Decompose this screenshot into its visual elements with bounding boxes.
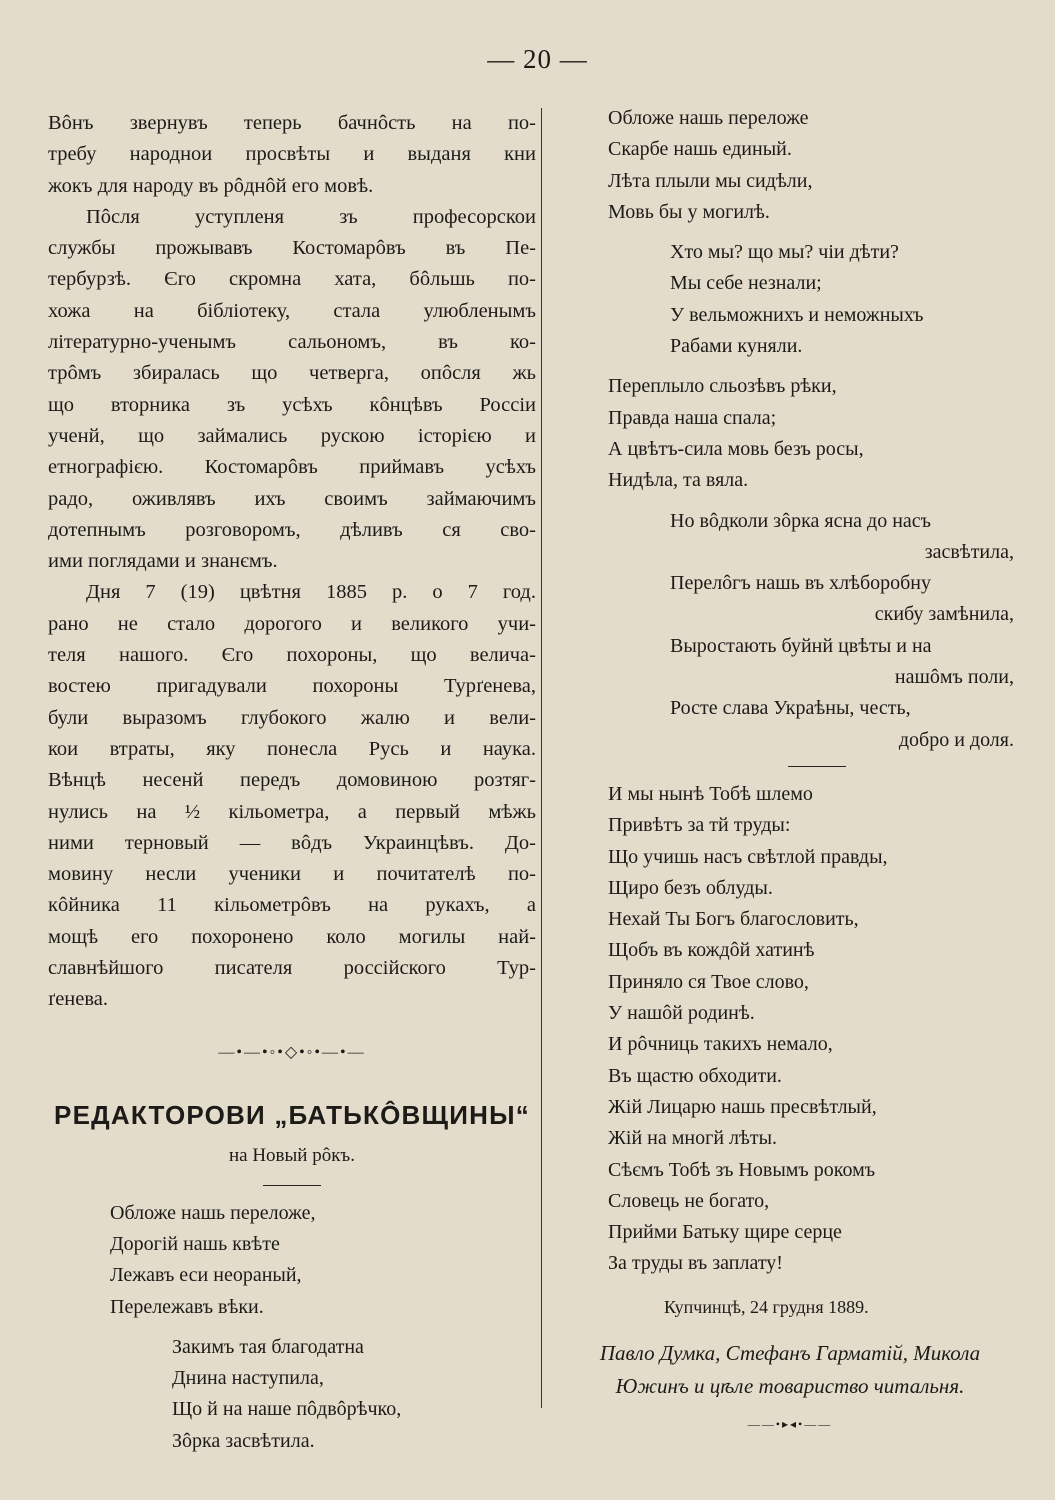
- verse-line: Зôрка засвѣтила.: [172, 1429, 315, 1452]
- verse-line: Щобъ въ кождôй хатинѣ: [608, 939, 815, 962]
- stanza-3: [608, 103, 1040, 228]
- text-line: Вѣнцѣ несенй передъ домовиною розтяг-: [48, 769, 536, 792]
- verse-line: Выростають буйнй цвѣты и на: [670, 634, 932, 657]
- verse-line-continuation: скибу замѣнила,: [874, 603, 1014, 626]
- verse-line: Росте слава Украѣны, честь,: [670, 697, 911, 720]
- short-rule: [263, 1185, 321, 1186]
- paragraph-1: [48, 108, 536, 202]
- end-ornament: ——•▸◂•——: [747, 1416, 833, 1431]
- text-line: тербурзѣ. Єго скромна хата, бôльшь по-: [48, 268, 536, 291]
- text-line: рано не стало дорогого и великого учи-: [48, 612, 536, 635]
- stanza-1: [110, 1198, 536, 1323]
- stanza-5: [608, 371, 1040, 496]
- verse-line: Сѣємъ Тобѣ зъ Новымъ рокомъ: [608, 1158, 876, 1181]
- text-line: ученй, що займались рускою історією и: [48, 424, 536, 447]
- stanza-2: [110, 1332, 536, 1457]
- page-number: — 20 —: [487, 44, 588, 74]
- verse-line: Рабами куняли.: [670, 335, 803, 358]
- stanza-7: [608, 779, 1040, 1280]
- verse-line: Закимъ тая благодатна: [172, 1335, 364, 1358]
- verse-line: Обложе нашь переложе: [608, 107, 809, 129]
- text-line: славнѣйшого писателя россійского Тур-: [48, 957, 536, 980]
- verse-line: У вельможнихъ и неможныхъ: [670, 303, 924, 326]
- text-line: трôмъ збиралась що четверга, опôсля жь: [48, 362, 536, 385]
- verse-line: Днина наступила,: [172, 1367, 324, 1390]
- text-line: дотепнымъ розговоромъ, дѣливъ ся сво-: [48, 518, 536, 541]
- signature-line: Павло Думка, Стефанъ Гарматій, Микола: [599, 1340, 981, 1365]
- text-line: Пôсля уступленя зъ професорскои: [86, 205, 536, 228]
- verse-line: И мы нынѣ Тобѣ шлемо: [608, 782, 813, 805]
- text-line: требу народнои просвѣты и выданя кни: [48, 143, 536, 166]
- verse-line: Правда наша спала;: [608, 406, 777, 429]
- text-line: Дня 7 (19) цвѣтня 1885 р. о 7 год.: [86, 581, 536, 604]
- verse-line: Переплыло сльозѣвъ рѣки,: [608, 375, 837, 398]
- verse-line: Лѣта плыли мы сидѣли,: [608, 169, 813, 192]
- verse-line: Хто мы? що мы? чіи дѣти?: [670, 241, 899, 264]
- article-text: [48, 108, 536, 1016]
- text-line: востею пригадували похороны Турґенева,: [48, 675, 536, 698]
- verse-line: Нехай Ты Богъ благословить,: [608, 908, 859, 931]
- text-line: нулись на ½ кільометра, а первый мѣжь: [48, 800, 536, 823]
- verse-line: Привѣтъ за тй труды:: [608, 814, 791, 837]
- verse-line: За труды въ заплату!: [608, 1252, 783, 1275]
- text-line: літературно-ученымъ сальономъ, въ ко-: [48, 331, 536, 354]
- place-and-date: Купчинцѣ, 24 грудня 1889.: [664, 1296, 869, 1317]
- verse-line: Перележавъ вѣки.: [110, 1295, 264, 1318]
- stanza-6: [608, 506, 1040, 756]
- poem-title: РЕДАКТОРОВИ „БАТЬКÔВЩИНЫ“: [54, 1099, 530, 1130]
- ornament-divider: —•—•◦•◇•◦•—•—: [218, 1043, 366, 1061]
- text-line: кôйника 11 кільометрôвъ на рукахъ, а: [48, 894, 536, 917]
- verse-line: Мовь бы у могилѣ.: [608, 200, 770, 223]
- text-line: Вôнъ звернувъ теперь бачнôсть на по-: [48, 112, 536, 134]
- verse-line: Що учишь насъ свѣтлой правды,: [608, 845, 888, 868]
- text-line: були выразомъ глубокого жалю и вели-: [48, 706, 536, 729]
- verse-line: Перелôгъ нашь въ хлѣборобну: [670, 572, 932, 595]
- verse-line: Въ щастю обходити.: [608, 1064, 782, 1087]
- poem-right: [580, 103, 1040, 1323]
- text-line: радо, оживлявъ ихъ своимъ займаючимъ: [48, 487, 536, 510]
- verse-line: Мы себе незнали;: [670, 272, 822, 295]
- paragraph-3: [48, 577, 536, 1015]
- verse-line: Скарбе нашь единый.: [608, 138, 792, 161]
- verse-line: Прийми Батьку щире серце: [608, 1221, 842, 1244]
- text-line: ими поглядами и знанємъ.: [48, 550, 278, 573]
- poem-subtitle: на Новый рôкъ.: [228, 1144, 356, 1166]
- text-line: теля нашого. Єго похороны, що велича-: [48, 644, 536, 667]
- verse-line: Приняло ся Твое слово,: [608, 970, 809, 993]
- right-column: [580, 103, 1040, 1432]
- verse-line-continuation: засвѣтила,: [924, 540, 1014, 563]
- text-line: ними терновый — вôдъ Украинцѣвъ. До-: [48, 831, 536, 854]
- text-line: жокъ для народу въ рôднôй его мовѣ.: [48, 174, 374, 197]
- signatures: [540, 1337, 1040, 1403]
- stanza-4: [608, 237, 1040, 362]
- verse-line: Лежавъ еси неораный,: [110, 1264, 302, 1287]
- paragraph-2: [48, 202, 536, 578]
- verse-line: Дорогій нашь квѣте: [110, 1232, 280, 1255]
- text-line: мовину несли ученики и почитателѣ по-: [48, 863, 536, 886]
- signature-line: Южинъ и цѣле товариство читальня.: [615, 1373, 965, 1398]
- verse-line: Но вôдколи зôрка ясна до насъ: [670, 509, 932, 532]
- verse-line: Обложе нашь переложе,: [110, 1201, 316, 1224]
- column-divider: [541, 108, 542, 1408]
- text-line: мощѣ его похоронено коло могилы най-: [48, 925, 536, 948]
- verse-line: У нашôй родинѣ.: [608, 1002, 755, 1025]
- text-line: службы прожывавъ Костомарôвъ въ Пе-: [48, 237, 536, 260]
- text-line: етнографією. Костомарôвъ приймавъ усѣхъ: [48, 456, 536, 479]
- poem-left: [48, 1198, 536, 1457]
- text-line: хожа на бібліотеку, стала улюбленымъ: [48, 299, 536, 322]
- verse-line: Що й на наше пôдвôрѣчко,: [172, 1398, 402, 1421]
- left-column: [48, 108, 536, 1466]
- verse-line: И рôчниць такихъ немало,: [608, 1033, 833, 1056]
- verse-line: Жій Лицарю нашь пресвѣтлый,: [608, 1095, 877, 1118]
- verse-line: Щиро безъ облуды.: [608, 876, 773, 899]
- verse-line: Жій на многй лѣты.: [608, 1127, 778, 1150]
- text-line: що вторника зъ усѣхъ кôнцѣвъ Россіи: [48, 393, 536, 416]
- verse-line-continuation: нашôмъ поли,: [894, 666, 1014, 689]
- text-line: кои втраты, яку понесла Русь и наука.: [48, 737, 536, 760]
- text-line: ґенева.: [48, 988, 108, 1011]
- verse-line: Нидѣла, та вяла.: [608, 469, 749, 492]
- verse-line: А цвѣтъ-сила мовь безъ росы,: [608, 437, 864, 460]
- short-rule: [788, 766, 846, 767]
- verse-line: Словець не богато,: [608, 1189, 770, 1212]
- verse-line-continuation: добро и доля.: [898, 728, 1014, 751]
